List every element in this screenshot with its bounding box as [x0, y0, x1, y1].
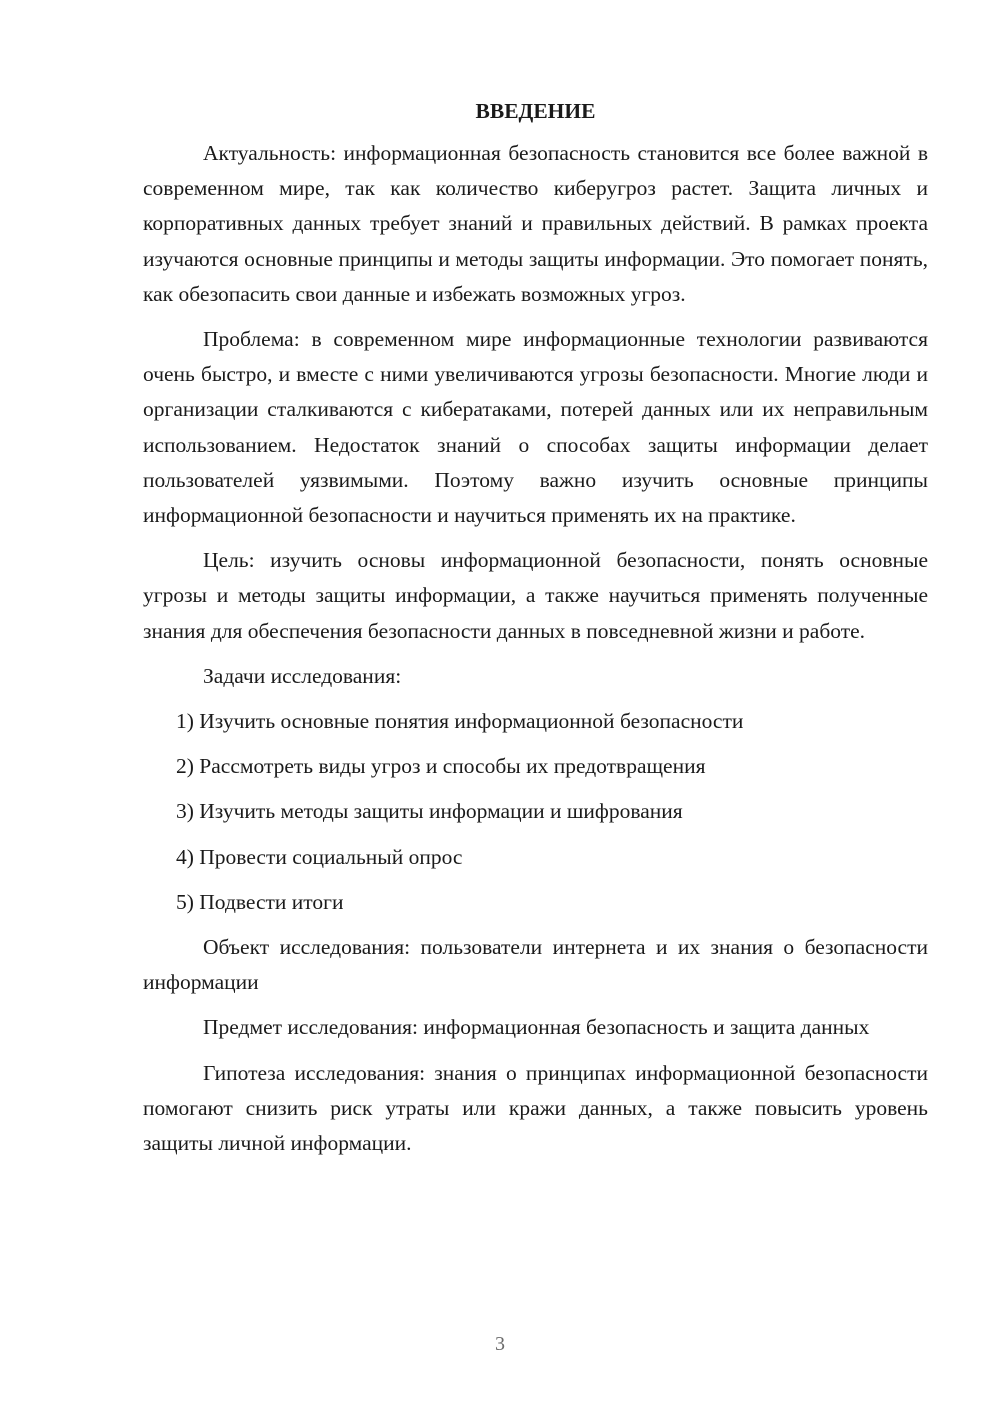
subject-paragraph: Предмет исследования: информационная безопасность и защита данных	[203, 1015, 870, 1040]
relevance-paragraph: Актуальность: информационная безопасность становится все более важной в современном мире, так как количество киберугроз растет. Защита личных и корпоративных данных требует знаний и правильных действий. В рамках проекта изучаются основные принципы и методы защиты информации. Это помогает понять, как обезопасить свои данные и избежать возможных угроз.	[143, 141, 928, 306]
task-item: 1) Изучить основные понятия информационной безопасности	[176, 709, 744, 734]
tasks-heading: Задачи исследования:	[203, 663, 402, 688]
object-paragraph: Объект исследования: пользователи интернета и их знания о безопасности информации	[143, 935, 928, 995]
document-title: ВВЕДЕНИЕ	[475, 99, 596, 123]
tasks-list	[143, 704, 928, 920]
task-item: 4) Провести социальный опрос	[176, 844, 463, 869]
document-page	[143, 96, 928, 1171]
hypothesis-paragraph: Гипотеза исследования: знания о принципах информационной безопасности помогают снизить риск утраты или кражи данных, а также повысить уровень защиты личной информации.	[143, 1060, 928, 1156]
page-number: 3	[495, 1333, 505, 1355]
goal-paragraph: Цель: изучить основы информационной безопасности, понять основные угрозы и методы защиты информации, а также научиться применять полученные знания для обеспечения безопасности данных в повседневной жизни и работе.	[143, 548, 928, 643]
problem-paragraph: Проблема: в современном мире информационные технологии развиваются очень быстро, и вместе с ними увеличиваются угрозы безопасности. Многие люди и организации сталкиваются с кибератаками, потерей данных или их неправильным использованием. Недостаток знаний о способах защиты информации делает пользователей уязвимыми. Поэтому важно изучить основные принципы информационной безопасности и научиться применять их на практике.	[143, 327, 928, 528]
task-item: 2) Рассмотреть виды угроз и способы их предотвращения	[176, 754, 706, 779]
task-item: 3) Изучить методы защиты информации и шифрования	[176, 799, 683, 824]
task-item: 5) Подвести итоги	[176, 889, 344, 914]
